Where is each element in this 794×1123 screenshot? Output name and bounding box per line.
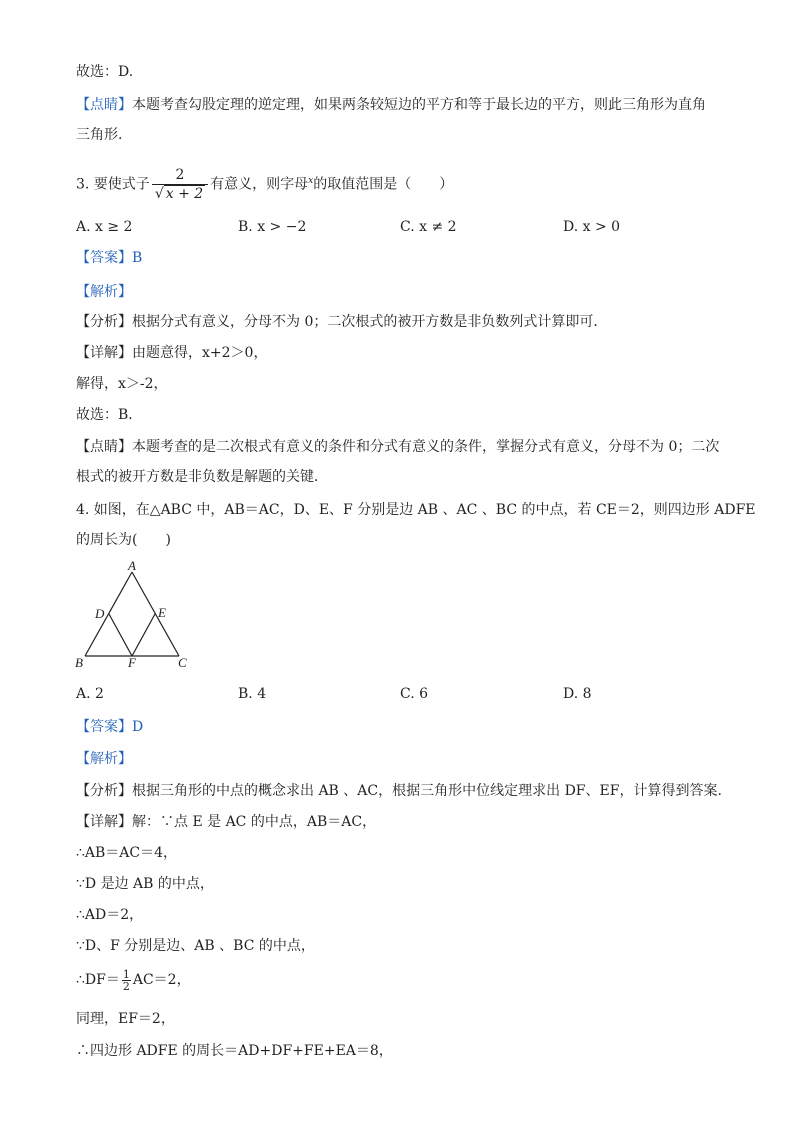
jiexi-4: 【解析】 <box>76 751 132 767</box>
xiangjie-4 <box>76 812 376 832</box>
q4-option-b: B. 4 <box>238 686 267 702</box>
tag-fenxi: 【分析】 <box>76 783 132 799</box>
q3-option-b: B. x > −2 <box>238 219 307 235</box>
text-line: 根式的被开方数是非负数是解题的关键． <box>76 469 328 485</box>
segment-ef <box>132 614 155 656</box>
half-denominator: 2 <box>122 979 130 993</box>
jiexi-3: 【解析】 <box>76 284 132 300</box>
q3-fraction <box>152 166 208 203</box>
label-f: F <box>128 655 136 670</box>
dianjing-text: 本题考查勾股定理的逆定理，如果两条较短边的平方和等于最长边的平方，则此三角形为直角 <box>132 97 706 113</box>
fenxi-4 <box>76 781 722 801</box>
label-e: E <box>158 605 166 620</box>
q3-numerator: 2 <box>175 167 185 184</box>
q3-prefix: 3. 要使式子 <box>76 176 150 193</box>
xiangjie-text: 解：∵点 E 是 AC 的中点，AB＝AC， <box>132 814 377 830</box>
tag-xiangjie: 【详解】 <box>76 345 132 361</box>
q3-denominator <box>152 184 208 203</box>
fenxi-text: 根据分式有意义，分母不为 0；二次根式的被开方数是非负数列式计算即可． <box>132 314 608 330</box>
q3-options <box>76 219 736 239</box>
text-line: ∵D、F 分别是边、AB 、BC 的中点， <box>76 938 315 954</box>
text-line: 解得，x＞-2， <box>76 376 168 392</box>
half-fraction <box>122 969 131 992</box>
df-prefix: ∴DF＝ <box>76 972 120 988</box>
text-line: 三角形. <box>76 127 123 143</box>
q3-option-d: D. x > 0 <box>563 219 621 235</box>
tag-dianjing: 【点睛】 <box>76 439 132 455</box>
text-line: 故选：B． <box>76 407 143 423</box>
xiangjie-text: 由题意得，x+2＞0， <box>132 345 268 361</box>
segment-df <box>109 614 132 656</box>
text-line: 的周长为( ) <box>76 532 171 548</box>
text-line: ∴AB＝AC＝4， <box>76 845 178 861</box>
triangle-figure <box>70 558 200 673</box>
text-line: 故选：D. <box>76 64 134 80</box>
label-d: D <box>95 606 105 621</box>
q4-option-c: C. 6 <box>400 686 429 702</box>
answer-4: 【答案】D <box>76 719 144 735</box>
half-numerator: 1 <box>122 967 130 981</box>
xiangjie-3 <box>76 343 267 363</box>
df-suffix: AC＝2， <box>132 972 191 988</box>
q4-option-a: A. 2 <box>76 686 104 702</box>
dianjing-3 <box>76 437 719 457</box>
tag-xiangjie: 【详解】 <box>76 814 132 830</box>
question-3 <box>76 162 453 204</box>
text-line: ∴AD＝2， <box>76 907 144 923</box>
df-line <box>76 966 191 994</box>
text-line: 同理，EF＝2， <box>76 1011 175 1027</box>
q3-radicand: x + 2 <box>165 186 204 203</box>
q3-variable: x <box>308 176 314 186</box>
q3-option-c: C. x ≠ 2 <box>400 219 457 235</box>
tag-dianjing: 【点睛】 <box>76 97 132 113</box>
q3-option-a: A. x ≥ 2 <box>76 219 133 235</box>
text-line: ∵D 是边 AB 的中点， <box>76 876 214 892</box>
label-c: C <box>178 655 187 670</box>
tag-fenxi: 【分析】 <box>76 314 132 330</box>
question-4: 4. 如图，在△ABC 中，AB＝AC，D、E、F 分别是边 AB 、AC 、BC 的中点，若 CE＝2，则四边形 ADFE <box>76 502 756 518</box>
dianjing-text: 本题考查的是二次根式有意义的条件和分式有意义的条件，掌握分式有意义，分母不为 0；二次 <box>132 439 720 455</box>
label-a: A <box>128 558 136 573</box>
q4-option-d: D. 8 <box>563 686 592 702</box>
fenxi-text: 根据三角形的中点的概念求出 AB 、AC，根据三角形中位线定理求出 DF、EF，计算得到答案. <box>132 783 722 799</box>
text-line <box>76 95 706 115</box>
answer-3: 【答案】B <box>76 250 143 266</box>
sqrt-sign: √ x + 2 <box>154 186 204 203</box>
q4-options <box>76 686 736 706</box>
text-line: ∴四边形 ADFE 的周长＝AD+DF+FE+EA＝8， <box>76 1043 393 1059</box>
fenxi-3 <box>76 312 607 332</box>
q3-suffix: 的取值范围是（ ） <box>313 176 454 193</box>
label-b: B <box>75 655 83 670</box>
q3-mid: 有意义，则字母 <box>210 176 309 193</box>
